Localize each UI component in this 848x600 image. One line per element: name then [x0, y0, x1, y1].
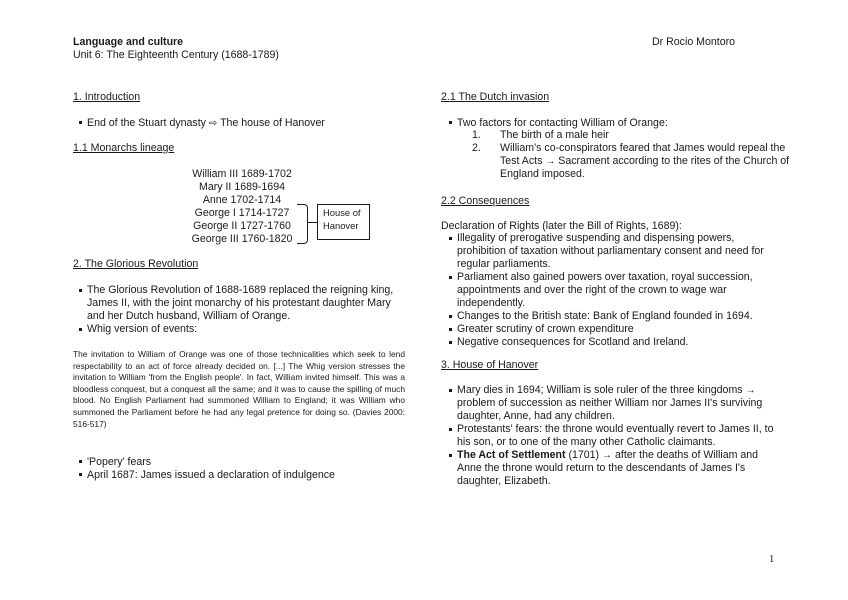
davies-quote: The invitation to William of Orange was one of those technicalities which seek to lend respectability to an act of force already decided on. [...] The Whig version stresses the invitation to William 'from the English people'. In fact, William invited himself. This was a bloodless conquest, but a conquest all the same; and it was to cause the spilling of much blood. No English Parliament had summoned William to England; it was William who summoned the Parliament before he had any legal pretence for doing so. (Davies 2000: 516-517) [73, 349, 405, 429]
monarch-item: Mary II 1689-1694 [199, 181, 285, 193]
list-item: Changes to the British state: Bank of England founded in 1694. [449, 310, 779, 323]
intro-bullet: End of the Stuart dynasty ⇨ The house of Hanover [79, 117, 325, 130]
list-item: Mary dies in 1694; William is sole ruler of the three kingdoms → problem of succession as neither William nor James II's surviving daughter, Anne, had any children. [449, 384, 779, 423]
author: Dr Rocio Montoro [652, 36, 736, 48]
list-item: Illegality of prerogative suspending and dispensing powers, prohibition of taxation without parliamentary consent and need for regular parliaments. [449, 232, 779, 271]
bullet-icon [79, 460, 82, 463]
list-item: The Act of Settlement (1701) → after the deaths of William and Anne the throne would return to the descendants of James I's daughter, Elizabeth. [449, 449, 779, 488]
bullet-icon [449, 276, 452, 279]
list-item: The Glorious Revolution of 1688-1689 replaced the reigning king, James II, with the joint monarchy of his protestant daughter Mary and her Dutch husband, William of Orange. [79, 284, 409, 323]
bracket-connector [307, 222, 317, 223]
consequences-intro: Declaration of Rights (later the Bill of Rights, 1689): [441, 220, 682, 232]
monarch-item: George III 1760-1820 [191, 233, 293, 245]
monarchs-list [180, 168, 304, 246]
monarch-item: William III 1689-1702 [192, 168, 292, 180]
arrow-icon: → [545, 156, 556, 167]
monarch-item: Anne 1702-1714 [202, 194, 282, 206]
glorious-heading: 2. The Glorious Revolution [73, 258, 199, 270]
monarchs-heading: 1.1 Monarchs lineage [73, 142, 175, 154]
bullet-icon [449, 121, 452, 124]
list-item: 'Popery' fears [79, 456, 335, 469]
dutch-bullet: Two factors for contacting William of Orange: [449, 117, 668, 130]
list-item: April 1687: James issued a declaration of indulgence [79, 469, 335, 482]
bracket-icon [297, 204, 308, 244]
bullet-icon [449, 315, 452, 318]
dutch-heading: 2.1 The Dutch invasion [441, 91, 550, 103]
bullet-icon [449, 428, 452, 431]
hanover-box: House of Hanover [317, 204, 370, 240]
bullet-icon [79, 473, 82, 476]
list-item: Negative consequences for Scotland and Ireland. [449, 336, 779, 349]
bullet-icon [79, 121, 82, 124]
list-item: Greater scrutiny of crown expenditure [449, 323, 779, 336]
list-item: Whig version of events: [79, 323, 409, 336]
intro-heading: 1. Introduction [73, 91, 141, 103]
end-bullets [79, 456, 335, 482]
hanover-list [449, 384, 779, 488]
arrow-icon: → [745, 385, 756, 396]
list-item: 2. William's co-conspirators feared that James would repeal the Test Acts → Sacrament according to the rites of the Church of England imposed. [472, 142, 790, 180]
hanover-heading: 3. House of Hanover [441, 359, 539, 371]
bullet-icon [79, 328, 82, 331]
course-title: Language and culture [73, 36, 184, 48]
bullet-icon [449, 237, 452, 240]
consequences-heading: 2.2 Consequences [441, 195, 530, 207]
bullet-icon [449, 454, 452, 457]
monarch-item: George I 1714-1727 [194, 207, 290, 219]
arrow-icon: → [602, 450, 613, 461]
list-item: Parliament also gained powers over taxation, royal succession, appointments and over the right of the crown to wage war independently. [449, 271, 779, 310]
glorious-bullets [79, 284, 409, 336]
unit-title: Unit 6: The Eighteenth Century (1688-1789) [73, 49, 279, 61]
monarch-item: George II 1727-1760 [193, 220, 291, 232]
consequences-list [449, 232, 779, 349]
list-item: 1. The birth of a male heir [472, 129, 609, 141]
page-number: 1 [769, 554, 775, 565]
bullet-icon [449, 328, 452, 331]
list-item: Protestants' fears: the throne would eventually revert to James II, to his son, or to one of the many other Catholic claimants. [449, 423, 779, 449]
dutch-list [472, 129, 792, 181]
double-arrow-icon: ⇨ [208, 118, 218, 129]
bullet-icon [79, 289, 82, 292]
bullet-icon [449, 341, 452, 344]
bullet-icon [449, 389, 452, 392]
